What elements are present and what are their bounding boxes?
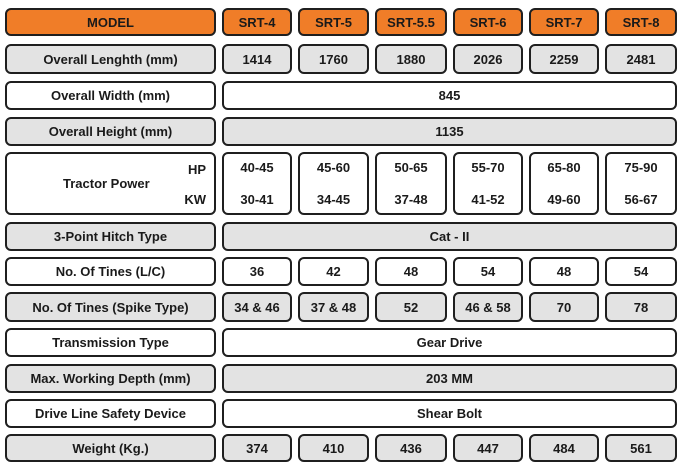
kw-value: 30-41 [240,192,274,207]
safety-device-label: Drive Line Safety Device [5,399,216,428]
weight-value: 436 [375,434,447,462]
weight-value: 484 [529,434,599,462]
overall-height-label: Overall Height (mm) [5,117,216,146]
kw-value: 34-45 [316,192,351,207]
tines-spike-value: 52 [375,292,447,322]
overall-length-value: 1760 [298,44,369,74]
hitch-type-label: 3-Point Hitch Type [5,222,216,251]
hp-value: 75-90 [624,160,658,175]
overall-width-value: 845 [222,81,677,110]
tractor-power-cell [298,152,369,215]
safety-device-value: Shear Bolt [222,399,677,428]
tines-spike-value: 70 [529,292,599,322]
header-model-srt-8: SRT-8 [605,8,677,36]
header-model-srt-4: SRT-4 [222,8,292,36]
tines-lc-value: 42 [298,257,369,286]
hp-unit-label: HP [187,162,206,177]
kw-value: 49-60 [547,192,581,207]
tines-lc-value: 48 [375,257,447,286]
tractor-power-cell [222,152,292,215]
tines-spike-value: 34 & 46 [222,292,292,322]
header-model-srt-5: SRT-5 [298,8,369,36]
kw-value: 41-52 [471,192,505,207]
header-model-srt-7: SRT-7 [529,8,599,36]
tines-spike-value: 46 & 58 [453,292,523,322]
overall-length-value: 2026 [453,44,523,74]
weight-value: 374 [222,434,292,462]
tractor-power-cell [375,152,447,215]
overall-length-value: 1414 [222,44,292,74]
tractor-power-label: Tractor Power [63,176,150,191]
header-model-label: MODEL [5,8,216,36]
tines-lc-value: 54 [605,257,677,286]
tractor-power-label-cell [5,152,216,215]
overall-length-value: 2481 [605,44,677,74]
tractor-power-cell [529,152,599,215]
header-model-srt-6: SRT-6 [453,8,523,36]
overall-height-value: 1135 [222,117,677,146]
hitch-type-value: Cat - II [222,222,677,251]
hp-value: 40-45 [240,160,274,175]
header-model-srt-5-5: SRT-5.5 [375,8,447,36]
overall-length-label: Overall Lenghth (mm) [5,44,216,74]
working-depth-value: 203 MM [222,364,677,393]
tines-lc-value: 48 [529,257,599,286]
working-depth-label: Max. Working Depth (mm) [5,364,216,393]
overall-length-value: 1880 [375,44,447,74]
tines-lc-label: No. Of Tines (L/C) [5,257,216,286]
weight-value: 447 [453,434,523,462]
weight-value: 561 [605,434,677,462]
transmission-value: Gear Drive [222,328,677,357]
hp-value: 65-80 [547,160,581,175]
kw-value: 56-67 [624,192,658,207]
kw-unit-label: KW [184,192,206,207]
kw-value: 37-48 [394,192,428,207]
overall-length-value: 2259 [529,44,599,74]
tractor-power-cell [453,152,523,215]
tractor-power-cell [605,152,677,215]
hp-value: 45-60 [316,160,351,175]
hp-value: 50-65 [394,160,428,175]
weight-value: 410 [298,434,369,462]
tines-spike-value: 78 [605,292,677,322]
hp-value: 55-70 [471,160,505,175]
overall-width-label: Overall Width (mm) [5,81,216,110]
tines-spike-value: 37 & 48 [298,292,369,322]
tines-lc-value: 54 [453,257,523,286]
weight-label: Weight (Kg.) [5,434,216,462]
tines-spike-label: No. Of Tines (Spike Type) [5,292,216,322]
transmission-label: Transmission Type [5,328,216,357]
tines-lc-value: 36 [222,257,292,286]
